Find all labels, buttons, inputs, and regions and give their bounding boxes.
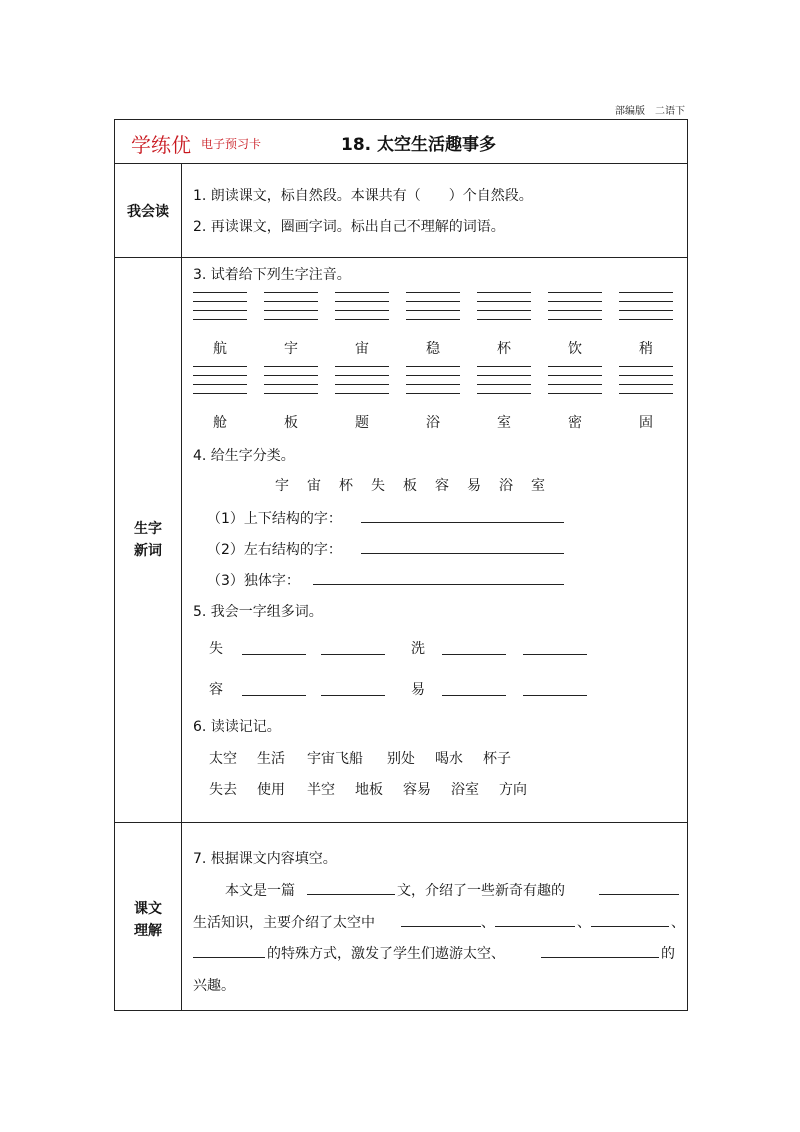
answer-blank[interactable] [523,681,587,696]
fill-sep-3: 、 [671,915,685,931]
fill-sep-1: 、 [481,915,495,931]
pinyin-grid [477,292,531,320]
answer-blank[interactable] [361,539,564,554]
vocab-word: 生活 [257,751,285,767]
vocab-word: 使用 [257,782,285,798]
fill-text-2a: 生活知识，主要介绍了太空中 [193,915,375,931]
answer-blank[interactable] [401,912,481,927]
section-label-words [115,518,181,562]
grade-label: 二语下 [655,106,685,117]
classify-char-9: 室 [531,478,545,494]
answer-blank[interactable] [313,570,564,585]
fill-text-3a: 的特殊方式，激发了学生们遨游太空、 [267,946,505,962]
char-1-6: 饮 [568,341,582,357]
section-label-words-line2: 新词 [134,543,162,559]
answer-blank[interactable] [599,880,679,895]
class-label-3: （3）独体字： [207,573,300,589]
answer-blank[interactable] [591,912,669,927]
section-label-read: 我会读 [127,204,169,220]
section-divider-1 [115,257,687,258]
char-2-1: 舱 [213,415,227,431]
char-2-5: 室 [497,415,511,431]
char-1-7: 稍 [639,341,653,357]
classify-char-1: 宇 [275,478,289,494]
fill-sep-2: 、 [577,915,591,931]
vocab-word: 杯子 [483,751,511,767]
pinyin-grid [406,292,460,320]
pinyin-grid [619,366,673,394]
char-1-4: 稳 [426,341,440,357]
fill-text-3b: 的 [661,946,675,962]
label-column-divider [181,164,182,1010]
section-label-comp-line1: 课文 [134,901,162,917]
question-6: 6. 读读记记。 [193,719,281,735]
classify-char-3: 杯 [339,478,353,494]
pinyin-grid [193,292,247,320]
char-2-6: 密 [568,415,582,431]
char-2-7: 固 [639,415,653,431]
pinyin-grid [548,366,602,394]
section-label-comp [115,898,181,942]
classify-char-7: 易 [467,478,481,494]
compose-char-3: 容 [209,682,223,698]
classify-char-2: 宙 [307,478,321,494]
char-2-3: 题 [355,415,369,431]
pinyin-grid [619,292,673,320]
answer-blank[interactable] [193,943,265,958]
pinyin-grid [193,366,247,394]
classify-char-6: 容 [435,478,449,494]
compose-char-4: 易 [411,682,425,698]
class-label-1: （1）上下结构的字： [207,511,342,527]
question-3: 3. 试着给下列生字注音。 [193,267,351,283]
question-7: 7. 根据课文内容填空。 [193,851,337,867]
pinyin-grid [477,366,531,394]
class-label-2: （2）左右结构的字： [207,542,342,558]
compose-char-1: 失 [209,641,223,657]
vocab-word: 宇宙飞船 [307,751,363,767]
vocab-word: 容易 [403,782,431,798]
question-1: 1. 朗读课文，标自然段。本课共有（ ）个自然段。 [193,188,533,204]
vocab-word: 地板 [355,782,383,798]
pinyin-grid [264,366,318,394]
header-divider [115,163,687,164]
vocab-word: 别处 [387,751,415,767]
answer-blank[interactable] [541,943,659,958]
fill-text-1a: 本文是一篇 [225,883,295,899]
char-1-1: 航 [213,341,227,357]
vocab-word: 浴室 [451,782,479,798]
answer-blank[interactable] [442,640,506,655]
char-2-2: 板 [284,415,298,431]
vocab-word: 半空 [307,782,335,798]
question-4: 4. 给生字分类。 [193,448,295,464]
pinyin-grid [264,292,318,320]
pinyin-grid [335,366,389,394]
char-1-5: 杯 [497,341,511,357]
vocab-word: 太空 [209,751,237,767]
char-2-4: 浴 [426,415,440,431]
answer-blank[interactable] [442,681,506,696]
fill-text-1b: 文，介绍了一些新奇有趣的 [397,883,565,899]
lesson-title: 18. 太空生活趣事多 [341,135,497,155]
char-1-3: 宙 [355,341,369,357]
answer-blank[interactable] [361,508,564,523]
vocab-word: 喝水 [435,751,463,767]
answer-blank[interactable] [242,640,306,655]
section-divider-2 [115,822,687,823]
pinyin-grid [548,292,602,320]
classify-char-4: 失 [371,478,385,494]
answer-blank[interactable] [495,912,575,927]
vocab-word: 方向 [499,782,527,798]
card-header [115,120,687,164]
answer-blank[interactable] [321,640,385,655]
answer-blank[interactable] [321,681,385,696]
classify-char-8: 浴 [499,478,513,494]
char-1-2: 宇 [284,341,298,357]
pinyin-grid [335,292,389,320]
vocab-word: 失去 [209,782,237,798]
section-label-comp-line2: 理解 [134,923,162,939]
compose-char-2: 洗 [411,641,425,657]
answer-blank[interactable] [242,681,306,696]
edition-info [605,102,685,117]
card-type-label: 电子预习卡 [201,137,262,151]
pinyin-grid [406,366,460,394]
brand-logo: 学练优 [131,133,191,157]
classify-char-5: 板 [403,478,417,494]
question-5: 5. 我会一字组多词。 [193,604,323,620]
section-label-words-line1: 生字 [134,521,162,537]
answer-blank[interactable] [307,880,395,895]
publisher-label: 部编版 [615,106,645,117]
question-2: 2. 再读课文，圈画字词。标出自己不理解的词语。 [193,219,505,235]
preview-card-sheet [114,119,688,1011]
answer-blank[interactable] [523,640,587,655]
fill-text-4: 兴趣。 [193,978,235,994]
